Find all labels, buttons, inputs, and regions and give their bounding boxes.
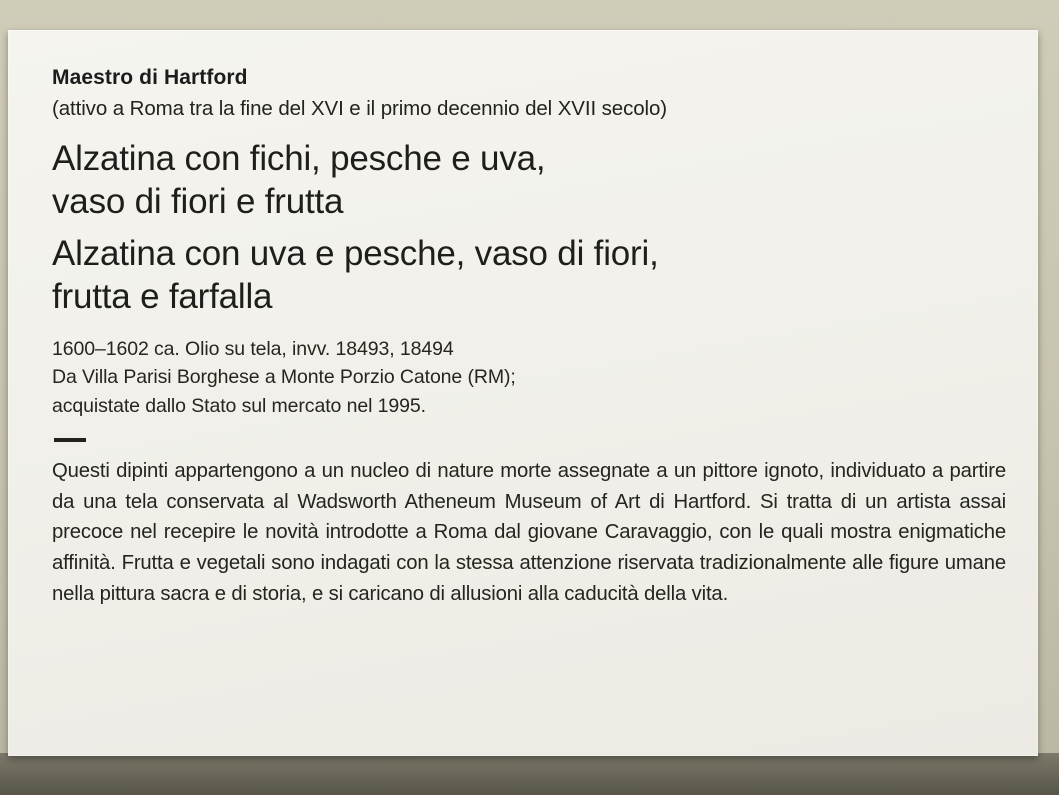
credit-acquisition: acquistate dallo Stato sul mercato nel 1995. [52, 395, 426, 418]
artwork-title-primary-line-1: Alzatina con fichi, pesche e uva, [52, 139, 546, 178]
artwork-title-primary [52, 138, 1006, 223]
label-content [52, 66, 1006, 610]
artwork-title-secondary-line-1: Alzatina con uva e pesche, vaso di fiori, [52, 234, 659, 274]
wall-shadow-band [0, 753, 1059, 795]
credit-date-medium-inventory: 1600–1602 ca. Olio su tela, invv. 18493, 18494 [52, 337, 454, 360]
artwork-title-secondary-line-2: frutta e farfalla [52, 277, 273, 317]
artwork-title-primary-line-2: vaso di fiori e frutta [52, 181, 344, 221]
artwork-credit-block [52, 335, 1006, 421]
museum-label-plate [8, 30, 1038, 756]
credit-provenance: Da Villa Parisi Borghese a Monte Porzio Catone (RM); [52, 366, 516, 389]
divider-rule [54, 438, 86, 442]
artwork-title-secondary [52, 233, 1006, 318]
artist-活-dates: (attivo a Roma tra la fine del XVI e il primo decennio del XVII secolo) [52, 97, 668, 120]
artist-name: Maestro di Hartford [52, 66, 248, 89]
artwork-description: Questi dipinti appartengono a un nucleo di nature morte assegnate a un pittore ignoto, individuato a partire da una tela conservata al Wadsworth Atheneum Museum of Art di Hartford. Si tratta di un artista assai precoce nel recepire le novità introdotte a Roma dal giovane Caravaggio, con le quali mostra enigmatiche affinità. Frutta e vegetali sono indagati con la stessa attenzione riservata tradizionalmente alle figure umane nella pittura sacra e di storia, e si caricano di allusioni alla caducità della vita. [52, 459, 1006, 606]
